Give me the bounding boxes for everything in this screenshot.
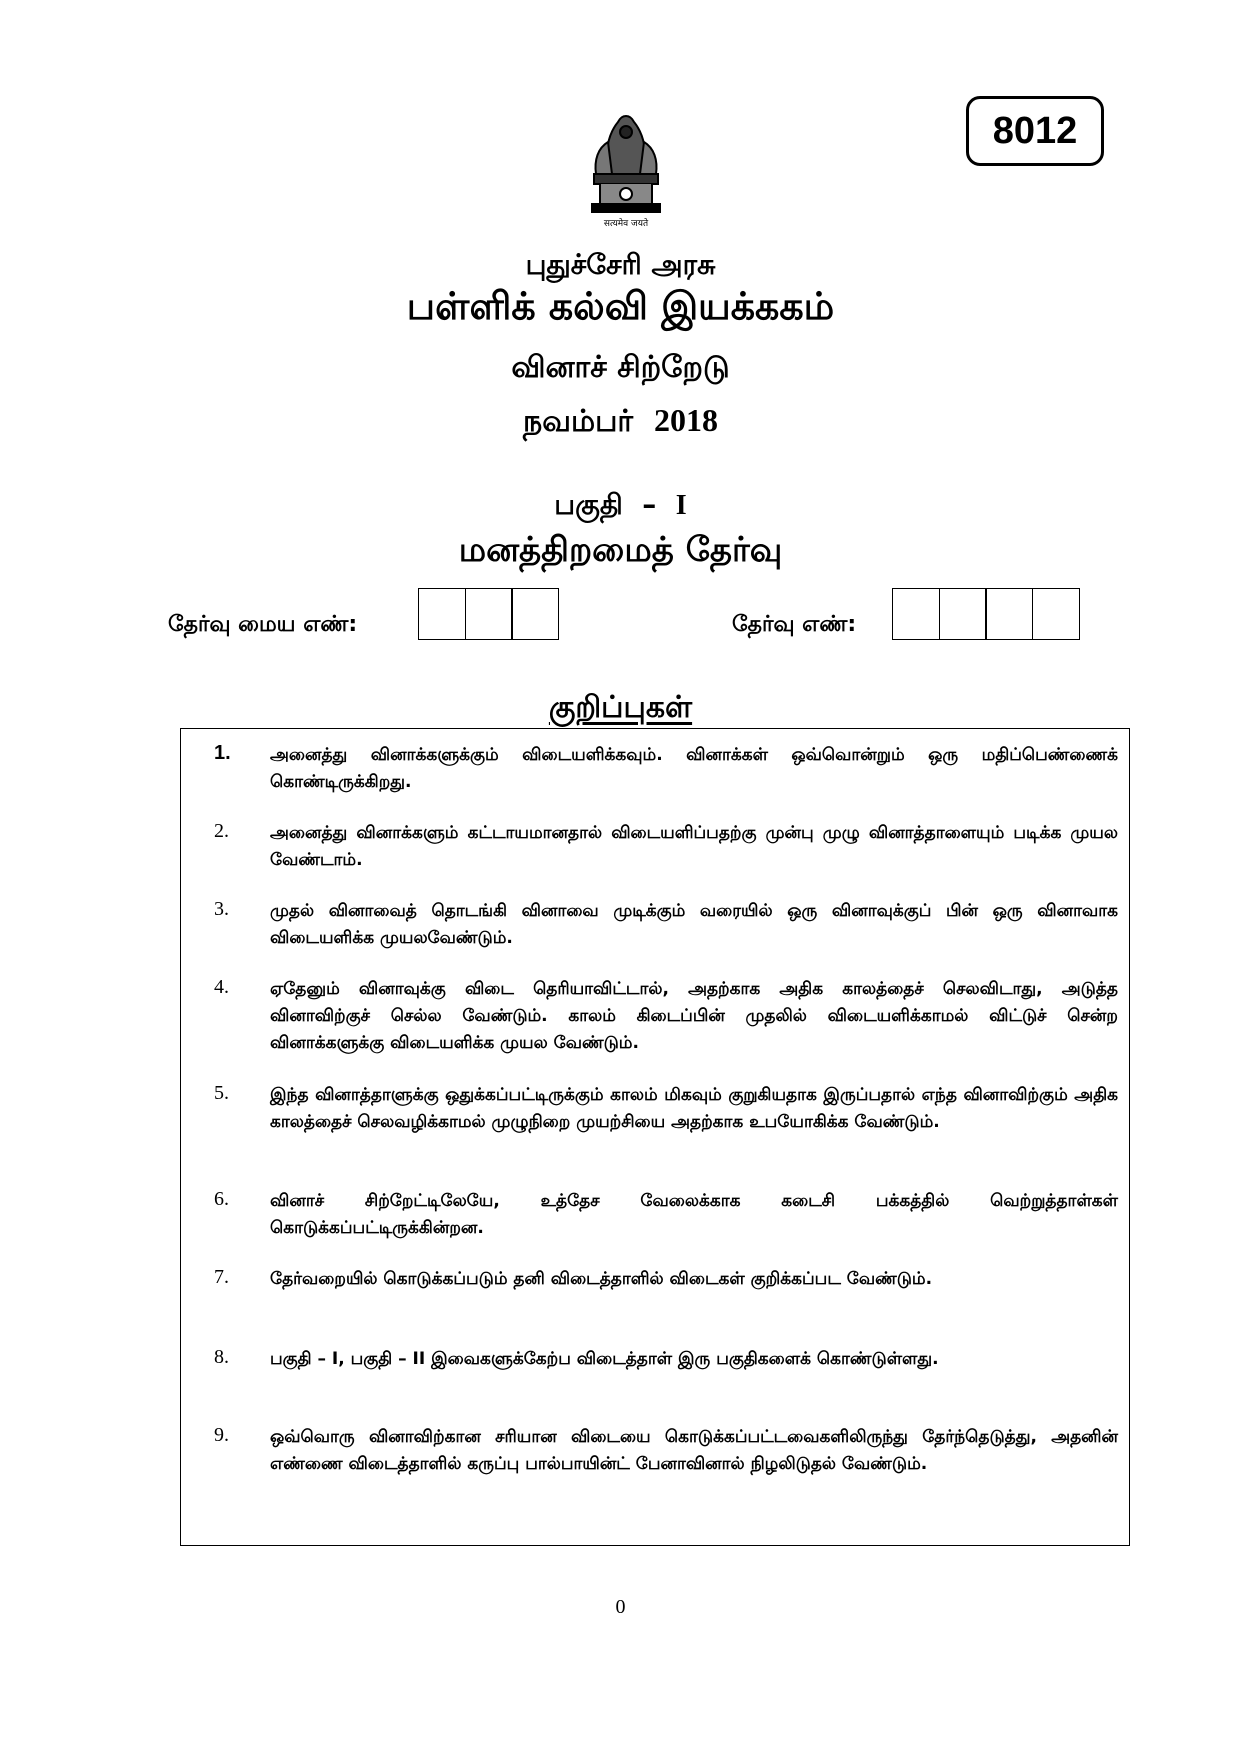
note-text: வினாச் சிற்றேட்டிலேயே, உத்தேச வேலைக்காக கடைசி பக்கத்தில் வெற்றுத்தாள்கள் கொடுக்கப்பட்டிருக்கின்றன. bbox=[270, 1191, 1118, 1238]
note-text: முதல் வினாவைத் தொடங்கி வினாவை முடிக்கும் வரையில் ஒரு வினாவுக்குப் பின் ஒரு வினாவாக விடையளிக்க முயலவேண்டும். bbox=[270, 901, 1118, 948]
note-number: 8. bbox=[214, 1346, 229, 1368]
note-number: 2. bbox=[214, 820, 229, 842]
centre-digit-box[interactable] bbox=[465, 588, 513, 640]
exam-number-label: தேர்வு எண்: bbox=[732, 612, 857, 637]
centre-number-boxes[interactable] bbox=[418, 588, 559, 640]
exam-date bbox=[0, 402, 1241, 443]
note-item bbox=[214, 976, 1118, 1057]
exam-digit-box[interactable] bbox=[1032, 588, 1080, 640]
note-number: 3. bbox=[214, 898, 229, 920]
note-item bbox=[214, 1424, 1118, 1478]
exam-digit-box[interactable] bbox=[939, 588, 987, 640]
note-number: 7. bbox=[214, 1266, 229, 1288]
centre-digit-box[interactable] bbox=[418, 588, 466, 640]
note-text: பகுதி – I, பகுதி – II இவைகளுக்கேற்ப விடைத்தாள் இரு பகுதிகளைக் கொண்டுள்ளது. bbox=[270, 1349, 939, 1369]
paper-code-box bbox=[966, 96, 1104, 166]
exam-number-boxes[interactable] bbox=[892, 588, 1080, 640]
state-emblem-icon bbox=[586, 104, 666, 244]
note-text: தேர்வறையில் கொடுக்கப்படும் தனி விடைத்தாளில் விடைகள் குறிக்கப்பட வேண்டும். bbox=[270, 1269, 933, 1289]
exam-month: நவம்பர் bbox=[523, 404, 634, 439]
note-number: 6. bbox=[214, 1188, 229, 1210]
part-number: I bbox=[675, 490, 687, 521]
note-item bbox=[214, 742, 1118, 796]
note-text: அனைத்து வினாக்களும் கட்டாயமானதால் விடையளிப்பதற்கு முன்பு முழு வினாத்தாளையும் படிக்க முயல வேண்டாம். bbox=[270, 823, 1118, 870]
note-item bbox=[214, 1082, 1118, 1136]
note-number: 4. bbox=[214, 976, 229, 998]
notes-title: குறிப்புகள் bbox=[548, 690, 693, 725]
booklet-title: வினாச் சிற்றேடு bbox=[511, 350, 730, 385]
note-text: அனைத்து வினாக்களுக்கும் விடையளிக்கவும். வினாக்கள் ஒவ்வொன்றும் ஒரு மதிப்பெண்ணைக் கொண்டிருக்கிறது. bbox=[270, 745, 1118, 792]
note-number: 9. bbox=[214, 1424, 229, 1446]
part-heading: பகுதி – I bbox=[554, 488, 687, 521]
test-name: மனத்திறமைத் தேர்வு bbox=[458, 530, 783, 570]
note-number: 5. bbox=[214, 1082, 229, 1104]
note-number: 1. bbox=[214, 742, 231, 764]
note-item bbox=[214, 898, 1118, 952]
centre-number-label: தேர்வு மைய எண்: bbox=[168, 612, 358, 637]
note-item bbox=[214, 1346, 1118, 1373]
note-item bbox=[214, 1266, 1118, 1293]
page-number: 0 bbox=[615, 1596, 626, 1618]
note-text: இந்த வினாத்தாளுக்கு ஒதுக்கப்பட்டிருக்கும் காலம் மிகவும் குறுகியதாக இருப்பதால் எந்த வினாவிற்கும் அதிக காலத்தைச் செலவழிக்காமல் முழுநிறை முயற்சியை அதற்காக உபயோகிக்க வேண்டும். bbox=[270, 1085, 1118, 1132]
emblem-motto: सत्यमेव जयते bbox=[603, 219, 649, 229]
exam-digit-box[interactable] bbox=[892, 588, 940, 640]
exam-year: 2018 bbox=[654, 402, 718, 438]
centre-digit-box[interactable] bbox=[511, 588, 559, 640]
note-text: ஏதேனும் வினாவுக்கு விடை தெரியாவிட்டால், அதற்காக அதிக காலத்தைச் செலவிடாது, அடுத்த வினாவிற்குச் செல்ல வேண்டும். காலம் கிடைப்பின் முதலில் விடையளிக்காமல் விட்டுச் சென்ற வினாக்களுக்கு விடையளிக்க முயல வேண்டும். bbox=[270, 979, 1118, 1053]
government-title: புதுச்சேரி அரசு bbox=[525, 248, 716, 281]
note-text: ஒவ்வொரு வினாவிற்கான சரியான விடையை கொடுக்கப்பட்டவைகளிலிருந்து தேர்ந்தெடுத்து, அதனின் எண்ணை விடைத்தாளில் கருப்பு பால்பாயின்ட் பேனாவினால் நிழலிடுதல் வேண்டும். bbox=[270, 1427, 1118, 1474]
note-item bbox=[214, 1188, 1118, 1242]
exam-digit-box[interactable] bbox=[985, 588, 1033, 640]
note-item bbox=[214, 820, 1118, 874]
paper-code: 8012 bbox=[992, 109, 1078, 152]
department-title: பள்ளிக் கல்வி இயக்ககம் bbox=[406, 284, 835, 328]
part-label: பகுதி bbox=[554, 488, 623, 521]
